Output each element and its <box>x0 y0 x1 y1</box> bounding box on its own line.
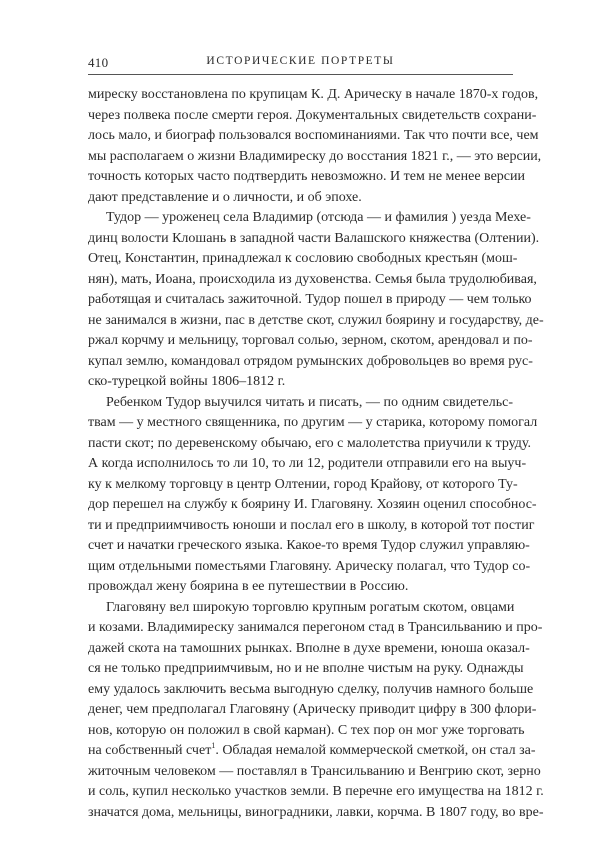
text-line: купал землю, командовал отрядом румынских добровольцев во время рус- <box>88 353 533 369</box>
text-line: не занимался в жизни, пас в детстве скот, служил боярину и государству, де- <box>88 312 544 328</box>
text-line: дают представление и о личности, и об эпохе. <box>88 189 362 205</box>
text-line: нов, которую он положил в свой карман). С тех пор он мог уже торговать <box>88 722 525 738</box>
paragraph <box>88 598 544 824</box>
text-line: ржал корчму и мельницу, торговал солью, зерном, скотом, арендовал и по- <box>88 333 533 348</box>
text-line: пасти скот; по деревенскому обычаю, его с малолетства приучили к труду. <box>88 435 532 451</box>
text-fragment: на собственный счет <box>88 743 212 758</box>
text-line: ку к мелкому торговцу в центр Олтении, город Крайову, от которого Ту- <box>88 476 518 492</box>
text-line: ся не только предприимчивым, но и не вполне чистым на руку. Однажды <box>88 661 524 676</box>
text-line: Глаговяну вел широкую торговлю крупным рогатым скотом, овцами <box>106 599 515 615</box>
text-line: и соль, купил несколько участков земли. В перечне его имущества на 1812 г. <box>88 784 544 799</box>
body-text <box>88 85 544 823</box>
page-number: 410 <box>88 55 109 70</box>
text-line: житочным человеком — поставлял в Трансильванию и Венгрию скот, зерно <box>88 763 541 779</box>
text-line: дажей скота на тамошних рынках. Вполне в духе времени, юноша оказал- <box>88 640 530 656</box>
text-line: Тудор — уроженец села Владимир (отсюда — и фамилия ) уезда Мехе- <box>106 210 531 225</box>
text-line: счет и начатки греческого языка. Какое-то время Тудор служил управляю- <box>88 538 530 553</box>
text-line: ско-турецкой войны 1806–1812 г. <box>88 374 286 389</box>
text-line: провождал жену боярина в ее путешествии в Россию. <box>88 579 409 594</box>
text-line: через полвека после смерти героя. Документальных свидетельств сохрани- <box>88 107 537 123</box>
text-fragment: . Обладая немалой коммерческой сметкой, он стал за- <box>215 743 536 758</box>
text-line: ему удалось заключить весьма выгодную сделку, получив намного больше <box>88 681 534 697</box>
text-line: денег, чем предполагал Глаговяну (Арическу приводит цифру в 300 флори- <box>88 702 537 717</box>
text-line: нян), мать, Иоана, происходила из духовенства. Семья была трудолюбивая, <box>88 271 537 287</box>
text-line: А когда исполнилось то ли 10, то ли 12, родители отправили его на выуч- <box>88 456 527 471</box>
footnote-marker: 1 <box>211 741 216 750</box>
text-line: щим отдельными поместьями Глаговяну. Арическу полагал, что Тудор со- <box>88 558 531 574</box>
text-line: миреску восстановлена по крупицам К. Д. Арическу в начале 1870-х годов, <box>88 87 539 102</box>
text-line: значатся дома, мельницы, виноградники, лавки, корчма. В 1807 году, во вре- <box>88 804 544 820</box>
text-line: мы располагаем о жизни Владимиреску до восстания 1821 г., — это версии, <box>88 148 542 164</box>
text-line: и козами. Владимиреску занимался перегоном стад в Трансильванию и про- <box>88 620 543 635</box>
text-line: лось мало, и биограф пользовался воспоминаниями. Так что почти все, чем <box>88 128 539 143</box>
text-line: дор перешел на службу к боярину И. Глаговяну. Хозяин оценил способнос- <box>88 497 537 512</box>
paragraph <box>88 208 544 393</box>
text-line: ти и предприимчивость юноши и послал его в школу, в которой тот постиг <box>88 517 535 533</box>
text-line-with-footnote <box>88 741 536 762</box>
paragraph <box>88 85 542 208</box>
text-line: работящая и считалась зажиточной. Тудор пошел в природу — чем только <box>88 292 532 307</box>
header-divider <box>88 74 513 75</box>
text-line: динц волости Клошань в западной части Валашского княжества (Олтении). <box>88 230 540 246</box>
running-title: ИСТОРИЧЕСКИЕ ПОРТРЕТЫ <box>206 55 395 67</box>
text-line: Ребенком Тудор выучился читать и писать, — по одним свидетельс- <box>106 394 513 410</box>
text-line: твам — у местного священника, по другим — у старика, которому помогал <box>88 415 538 430</box>
text-line: Отец, Константин, принадлежал к сословию свободных крестьян (мош- <box>88 251 518 266</box>
text-line: точность которых часто подтвердить невозможно. И тем не менее версии <box>88 169 525 184</box>
paragraph <box>88 393 538 598</box>
